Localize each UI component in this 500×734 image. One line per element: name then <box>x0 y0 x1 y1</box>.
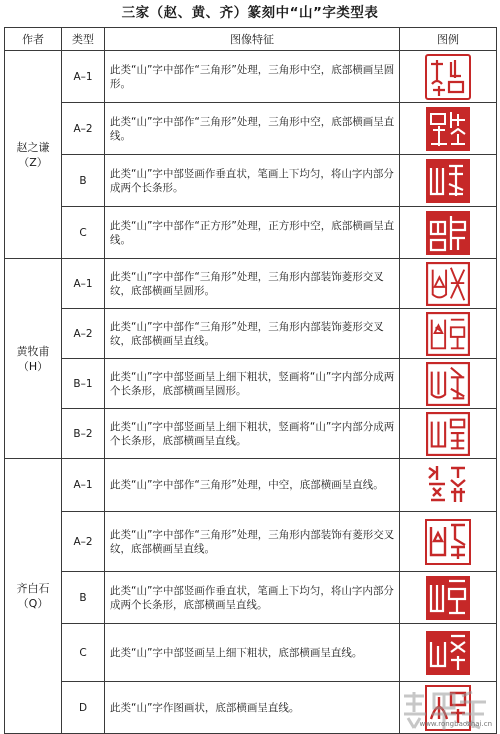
table-row <box>5 207 497 259</box>
feature-cell: 此类“山”字中部作“三角形”处理，三角形中空，底部横画呈直线。 <box>105 103 400 155</box>
seal-type-table <box>4 27 497 734</box>
table-row <box>5 572 497 624</box>
seal-image-cell <box>400 207 497 259</box>
table-row <box>5 155 497 207</box>
feature-cell: 此类“山”字中部作“三角形”处理，中空，底部横画呈直线。 <box>105 459 400 512</box>
author-code: （H） <box>17 359 49 373</box>
feature-cell: 此类“山”字中部作“三角形”处理，三角形内部装饰有菱形交叉纹，底部横画呈直线。 <box>105 512 400 572</box>
seal-image <box>426 362 470 406</box>
author-name: 黄牧甫 <box>16 344 50 358</box>
type-cell: D <box>62 682 105 734</box>
type-cell: B <box>62 572 105 624</box>
type-cell: C <box>62 207 105 259</box>
author-cell-huang <box>5 259 62 459</box>
seal-image <box>425 54 471 100</box>
seal-image-cell <box>400 624 497 682</box>
feature-cell: 此类“山”字作图画状，底部横画呈直线。 <box>105 682 400 734</box>
feature-cell: 此类“山”字中部作“三角形”处理，三角形中空，底部横画呈圆形。 <box>105 51 400 103</box>
seal-image <box>425 575 471 621</box>
feature-cell: 此类“山”字中部竖画呈上细下粗状，竖画将“山”字内部分成两个长条形，底部横画呈直线。 <box>105 409 400 459</box>
seal-image-cell <box>400 359 497 409</box>
author-name: 赵之谦 <box>16 140 50 154</box>
seal-image-cell <box>400 259 497 309</box>
feature-cell: 此类“山”字中部竖画作垂直状，笔画上下均匀，将山字内部分成两个长条形，底部横画呈直线。 <box>105 572 400 624</box>
seal-image <box>426 312 470 356</box>
author-code: （Q） <box>17 597 49 610</box>
type-cell: A–1 <box>62 51 105 103</box>
table-row <box>5 409 497 459</box>
type-cell: A–2 <box>62 309 105 359</box>
type-cell: A–2 <box>62 512 105 572</box>
type-cell: A–1 <box>62 259 105 309</box>
table-row <box>5 512 497 572</box>
feature-cell: 此类“山”字中部竖画呈上细下粗状，竖画将“山”字内部分成两个长条形，底部横画呈圆形。 <box>105 359 400 409</box>
seal-image-cell <box>400 409 497 459</box>
table-title: 三家（赵、黄、齐）篆刻中“山”字类型表 <box>121 5 379 21</box>
table-row <box>5 624 497 682</box>
feature-cell: 此类“山”字中部作“三角形”处理，三角形内部装饰菱形交叉纹，底部横画呈直线。 <box>105 309 400 359</box>
header-row <box>5 28 497 51</box>
seal-image-cell <box>400 512 497 572</box>
feature-cell: 此类“山”字中部竖画作垂直状，笔画上下均匀，将山字内部分成两个长条形。 <box>105 155 400 207</box>
seal-image <box>425 630 471 676</box>
type-cell: C <box>62 624 105 682</box>
header-author: 作者 <box>5 28 62 51</box>
feature-cell: 此类“山”字中部作“正方形”处理，正方形中空，底部横画呈直线。 <box>105 207 400 259</box>
table-row <box>5 103 497 155</box>
author-code: （Z） <box>18 155 48 169</box>
seal-image <box>425 106 471 152</box>
seal-image <box>425 210 471 256</box>
seal-image-cell <box>400 309 497 359</box>
feature-cell: 此类“山”字中部作“三角形”处理，三角形内部装饰菱形交叉纹，底部横画呈圆形。 <box>105 259 400 309</box>
header-feature: 图像特征 <box>105 28 400 51</box>
table-row <box>5 459 497 512</box>
watermark-url: www.rongbaozhai.cn <box>419 720 492 728</box>
type-cell: B–2 <box>62 409 105 459</box>
seal-image-cell <box>400 51 497 103</box>
author-cell-qi <box>5 459 62 734</box>
seal-image <box>425 519 471 565</box>
header-type: 类型 <box>62 28 105 51</box>
table-row <box>5 359 497 409</box>
seal-image <box>426 412 470 456</box>
seal-image <box>425 462 471 508</box>
author-cell-zhao <box>5 51 62 259</box>
seal-image-cell <box>400 459 497 512</box>
table-row <box>5 51 497 103</box>
seal-image-cell <box>400 155 497 207</box>
seal-image-cell <box>400 103 497 155</box>
table-row <box>5 309 497 359</box>
type-cell: B <box>62 155 105 207</box>
table-row <box>5 259 497 309</box>
header-example: 图例 <box>400 28 497 51</box>
author-name: 齐白石 <box>16 582 50 595</box>
feature-cell: 此类“山”字中部竖画呈上细下粗状，底部横画呈直线。 <box>105 624 400 682</box>
seal-image <box>426 262 470 306</box>
seal-image <box>425 158 471 204</box>
type-cell: B–1 <box>62 359 105 409</box>
seal-image-cell <box>400 572 497 624</box>
type-cell: A–2 <box>62 103 105 155</box>
type-cell: A–1 <box>62 459 105 512</box>
